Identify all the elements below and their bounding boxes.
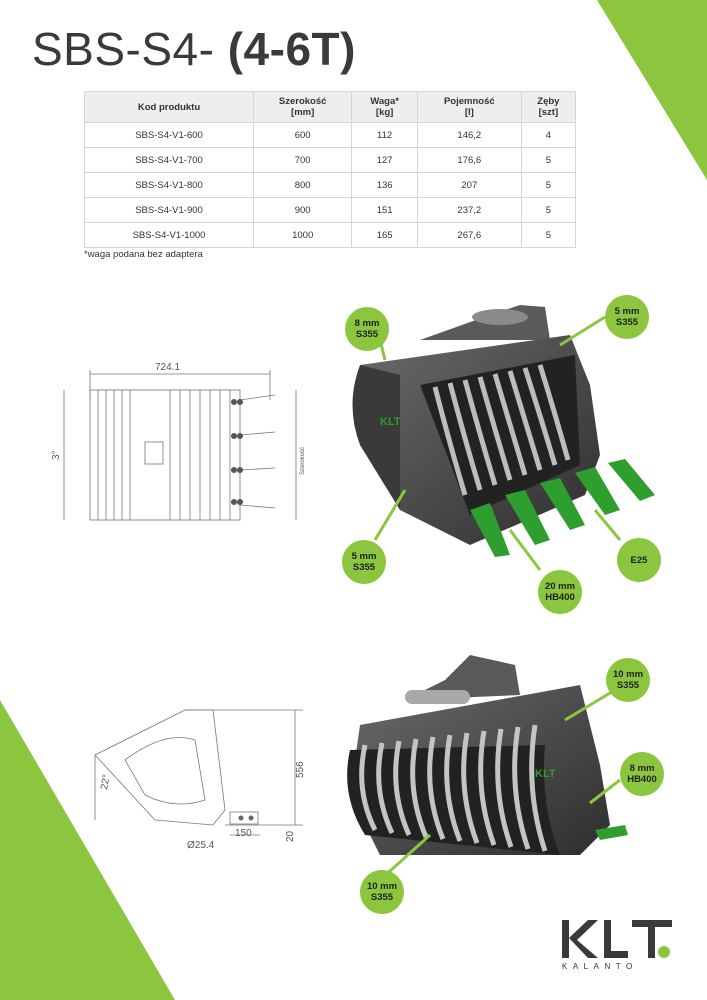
header-weight: Waga* [kg] bbox=[352, 92, 418, 123]
cell-capacity: 237,2 bbox=[417, 198, 521, 223]
cell-code: SBS-S4-V1-1000 bbox=[85, 223, 254, 248]
cell-code: SBS-S4-V1-900 bbox=[85, 198, 254, 223]
width-dimension: 724.1 bbox=[155, 362, 181, 373]
tooth-mount bbox=[231, 433, 237, 439]
header-width: Szerokość [mm] bbox=[254, 92, 352, 123]
callout-8mm-hb400: 8 mm HB400 bbox=[620, 752, 664, 796]
cell-capacity: 176,6 bbox=[417, 148, 521, 173]
weight-note: *waga podana bez adaptera bbox=[84, 249, 203, 260]
header-teeth: Zęby [szt] bbox=[521, 92, 575, 123]
cell-teeth: 5 bbox=[521, 148, 575, 173]
width-side-label: Szerokość bbox=[300, 446, 306, 475]
callout-e25-teeth: E25 bbox=[617, 538, 661, 582]
height-dimension: 556 bbox=[295, 761, 306, 778]
coupler-plate bbox=[145, 442, 163, 464]
base-dimension: 150 bbox=[235, 828, 252, 839]
cell-code: SBS-S4-V1-600 bbox=[85, 123, 254, 148]
cell-teeth: 5 bbox=[521, 223, 575, 248]
side-view-drawing bbox=[85, 700, 310, 860]
angle-label: 22° bbox=[99, 773, 113, 791]
angle-label: 3° bbox=[51, 450, 62, 460]
logo-dot bbox=[658, 946, 670, 958]
callout-20mm-hb400: 20 mm HB400 bbox=[538, 570, 582, 614]
callout-10mm-s355-top: 10 mm S355 bbox=[606, 658, 650, 702]
cell-code: SBS-S4-V1-800 bbox=[85, 173, 254, 198]
side-profile bbox=[95, 710, 225, 825]
cell-weight: 151 bbox=[352, 198, 418, 223]
corner-accent-top-right bbox=[597, 0, 707, 180]
cell-teeth: 4 bbox=[521, 123, 575, 148]
callout-5mm-s355-side: 5 mm S355 bbox=[342, 540, 386, 584]
header-code: Kod produktu bbox=[85, 92, 254, 123]
kalanto-wordmark: KALANTO bbox=[562, 962, 638, 971]
cell-width: 600 bbox=[254, 123, 352, 148]
table-row bbox=[85, 123, 576, 148]
pin-diameter: Ø25.4 bbox=[187, 840, 215, 851]
cell-width: 900 bbox=[254, 198, 352, 223]
cell-weight: 136 bbox=[352, 173, 418, 198]
table-row bbox=[85, 223, 576, 248]
header-capacity: Pojemność [l] bbox=[417, 92, 521, 123]
cell-weight: 112 bbox=[352, 123, 418, 148]
callout-5mm-s355-top-right: 5 mm S355 bbox=[605, 295, 649, 339]
spec-table bbox=[84, 91, 576, 248]
cell-width: 700 bbox=[254, 148, 352, 173]
cell-capacity: 207 bbox=[417, 173, 521, 198]
table-row bbox=[85, 148, 576, 173]
cell-capacity: 267,6 bbox=[417, 223, 521, 248]
title-bold: (4-6T) bbox=[227, 23, 356, 75]
cell-capacity: 146,2 bbox=[417, 123, 521, 148]
table-row bbox=[85, 198, 576, 223]
tooth-mount bbox=[231, 467, 237, 473]
cell-weight: 127 bbox=[352, 148, 418, 173]
callout-8mm-s355-top: 8 mm S355 bbox=[345, 307, 389, 351]
cell-width: 800 bbox=[254, 173, 352, 198]
tooth-mount bbox=[231, 499, 237, 505]
top-view-drawing bbox=[50, 360, 320, 535]
cell-teeth: 5 bbox=[521, 198, 575, 223]
lip-dimension: 20 bbox=[285, 830, 296, 842]
cell-weight: 165 bbox=[352, 223, 418, 248]
pin-hole bbox=[239, 816, 244, 821]
table-row bbox=[85, 173, 576, 198]
page-title bbox=[32, 22, 356, 76]
klt-emblem: KLT bbox=[380, 416, 401, 428]
callout-10mm-s355-bottom: 10 mm S355 bbox=[360, 870, 404, 914]
tooth-mount bbox=[231, 399, 237, 405]
table-header-row bbox=[85, 92, 576, 123]
cell-code: SBS-S4-V1-700 bbox=[85, 148, 254, 173]
cell-width: 1000 bbox=[254, 223, 352, 248]
bucket-outline bbox=[90, 390, 240, 520]
klt-emblem: KLT bbox=[535, 768, 556, 780]
cell-teeth: 5 bbox=[521, 173, 575, 198]
title-main: SBS-S4- bbox=[32, 23, 215, 75]
